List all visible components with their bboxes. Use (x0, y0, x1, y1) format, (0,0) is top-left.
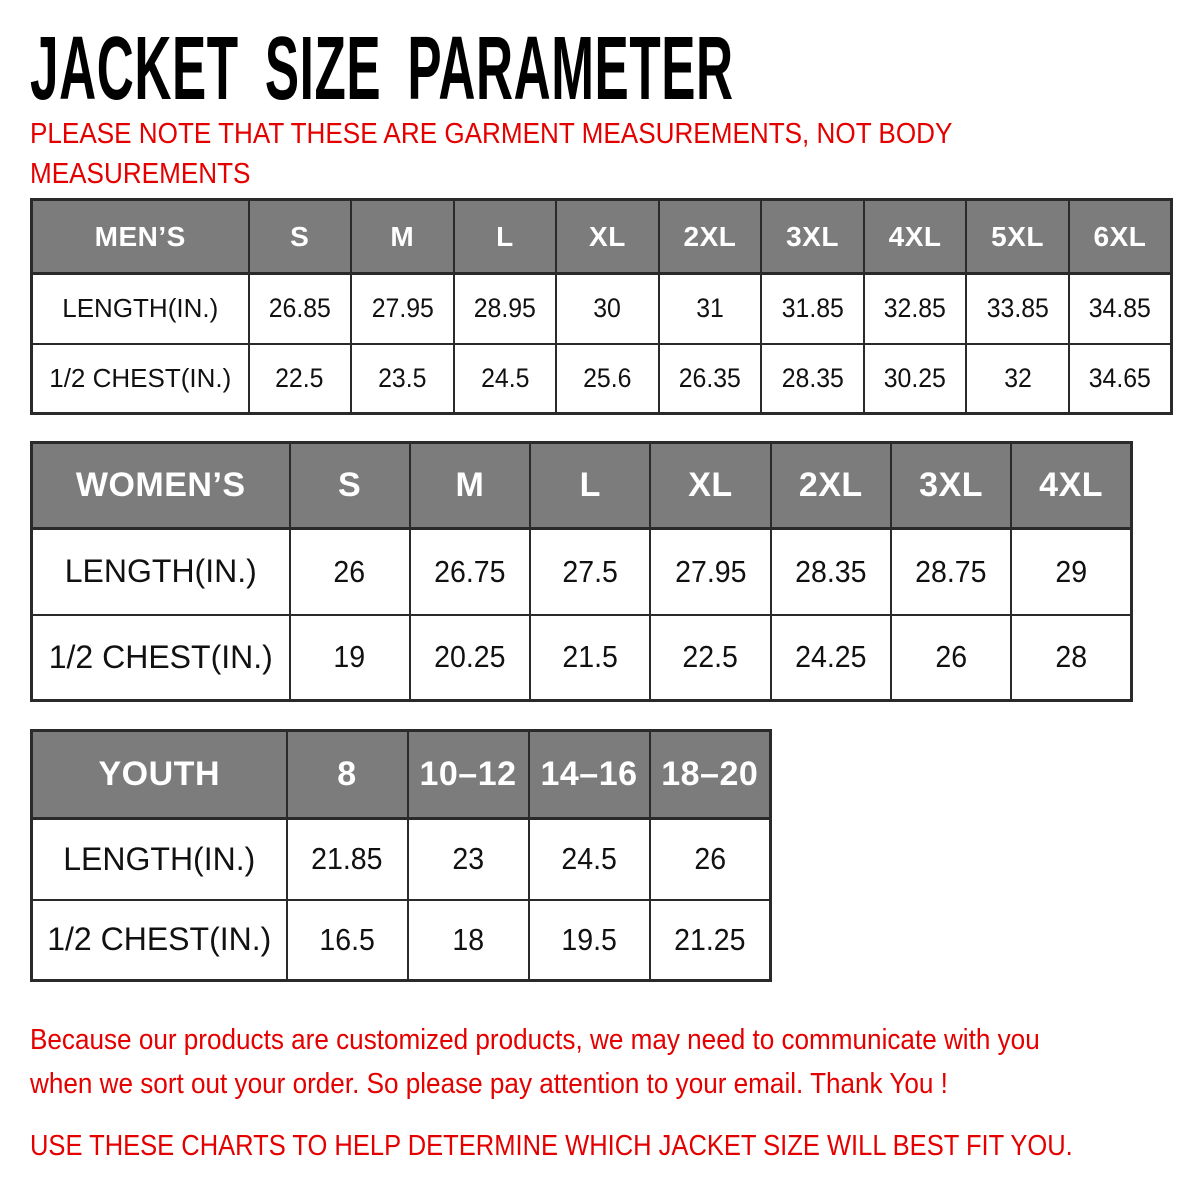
value: 26.85 (268, 293, 331, 324)
value-cell (1069, 274, 1172, 344)
size-header-cell: 5XL (966, 200, 1069, 274)
value: 20.25 (434, 639, 506, 675)
table-title-cell: YOUTH (32, 731, 287, 819)
youth-size-table (30, 729, 772, 982)
value: 30.25 (883, 362, 947, 393)
value-cell (891, 529, 1011, 615)
length-row (32, 529, 1132, 615)
value-cell (864, 344, 967, 414)
value-cell (287, 900, 408, 981)
value-cell (891, 615, 1011, 701)
note-line-2: MEASUREMENTS (30, 158, 251, 190)
notice-line-2: when we sort out your order. So please pay attention to your email. Thank You ! (30, 1068, 948, 1100)
value-cell (659, 344, 762, 414)
row-label: LENGTH(IN.) (32, 819, 287, 900)
value: 33.85 (986, 293, 1049, 324)
size-header-cell: L (454, 200, 557, 274)
value-cell (864, 274, 967, 344)
value: 26.75 (434, 553, 506, 589)
value: 27.95 (371, 293, 434, 324)
value-cell (290, 615, 410, 701)
length-row (32, 819, 771, 900)
value: 24.25 (795, 639, 867, 675)
value: 21.85 (311, 841, 383, 877)
value-cell (556, 344, 659, 414)
value: 21.25 (674, 921, 746, 957)
value: 28 (1055, 639, 1087, 675)
length-row (32, 274, 1172, 344)
chest-row (32, 344, 1172, 414)
size-header-cell: L (530, 443, 650, 529)
value-cell (290, 529, 410, 615)
header-row (32, 731, 771, 819)
table-title-cell: MEN’S (32, 200, 249, 274)
row-label: LENGTH(IN.) (32, 274, 249, 344)
size-header-cell: 2XL (771, 443, 891, 529)
chest-row (32, 615, 1132, 701)
garment-measurement-note (30, 114, 1200, 194)
size-header-cell: 18–20 (650, 731, 771, 819)
value: 32.85 (883, 293, 947, 324)
womens-size-table (30, 441, 1133, 702)
value: 31 (696, 293, 724, 324)
row-label: 1/2 CHEST(IN.) (32, 344, 249, 414)
value: 28.95 (473, 293, 536, 324)
value-cell (408, 900, 529, 981)
value: 26 (693, 841, 726, 877)
size-header-cell: 3XL (891, 443, 1011, 529)
value-cell (659, 274, 762, 344)
value-cell (1069, 344, 1172, 414)
value-cell (529, 819, 650, 900)
size-header-cell: 10–12 (408, 731, 529, 819)
value: 30 (593, 293, 622, 324)
size-header-cell: 4XL (864, 200, 967, 274)
value-cell (966, 274, 1069, 344)
value: 27.95 (674, 553, 747, 589)
value-cell (454, 344, 557, 414)
value: 19 (333, 639, 366, 675)
value: 31.85 (781, 293, 844, 324)
value-cell (556, 274, 659, 344)
value-cell (1011, 529, 1131, 615)
value-cell (408, 819, 529, 900)
value: 18 (452, 921, 484, 957)
row-label: LENGTH(IN.) (32, 529, 290, 615)
size-header-cell: 3XL (761, 200, 864, 274)
value-cell (761, 274, 864, 344)
value: 26 (935, 639, 967, 675)
size-header-cell: XL (556, 200, 659, 274)
size-header-cell: S (290, 443, 410, 529)
value: 28.35 (795, 553, 867, 589)
value: 34.85 (1088, 293, 1152, 324)
size-header-cell: 6XL (1069, 200, 1172, 274)
value: 26.35 (678, 362, 742, 393)
value: 24.5 (561, 841, 617, 877)
value-cell (650, 615, 770, 701)
value: 25.6 (583, 362, 632, 393)
size-header-cell: M (351, 200, 454, 274)
value: 24.5 (480, 362, 530, 393)
note-line-1: PLEASE NOTE THAT THESE ARE GARMENT MEASUREMENTS, NOT BODY (30, 118, 953, 150)
value: 22.5 (682, 639, 739, 675)
value-cell (650, 819, 771, 900)
value: 21.5 (562, 639, 618, 675)
value: 23 (452, 841, 484, 877)
value-cell (761, 344, 864, 414)
value-cell (351, 344, 454, 414)
row-label: 1/2 CHEST(IN.) (32, 615, 290, 701)
value-cell (454, 274, 557, 344)
value: 34.65 (1088, 362, 1152, 393)
value-cell (351, 274, 454, 344)
size-header-cell: 2XL (659, 200, 762, 274)
mens-size-table (30, 198, 1173, 415)
value: 22.5 (275, 362, 324, 393)
value: 26 (333, 553, 366, 589)
value-cell (771, 615, 891, 701)
page-title: JACKET SIZE PARAMETER (30, 19, 734, 119)
value-cell (249, 344, 352, 414)
notice-line-1: Because our products are customized products, we may need to communicate with you (30, 1024, 1040, 1056)
size-header-cell: XL (650, 443, 770, 529)
value-cell (287, 819, 408, 900)
value-cell (249, 274, 352, 344)
value: 27.5 (562, 553, 618, 589)
charts-usage-note: USE THESE CHARTS TO HELP DETERMINE WHICH JACKET SIZE WILL BEST FIT YOU. (30, 1130, 1073, 1162)
value: 28.75 (915, 553, 987, 589)
value-cell (650, 900, 771, 981)
value-cell (771, 529, 891, 615)
value: 16.5 (319, 921, 375, 957)
value-cell (529, 900, 650, 981)
size-header-cell: M (410, 443, 530, 529)
value-cell (530, 615, 650, 701)
value: 29 (1055, 553, 1087, 589)
value: 23.5 (378, 362, 427, 393)
header-row (32, 200, 1172, 274)
value-cell (530, 529, 650, 615)
customization-notice (30, 1018, 1200, 1106)
size-header-cell: 4XL (1011, 443, 1131, 529)
size-header-cell: 14–16 (529, 731, 650, 819)
value: 32 (1003, 362, 1032, 393)
value-cell (1011, 615, 1131, 701)
value: 19.5 (561, 921, 617, 957)
table-title-cell: WOMEN’S (32, 443, 290, 529)
value-cell (410, 615, 530, 701)
size-header-cell: S (249, 200, 352, 274)
row-label: 1/2 CHEST(IN.) (32, 900, 287, 981)
size-header-cell: 8 (287, 731, 408, 819)
value-cell (410, 529, 530, 615)
value-cell (966, 344, 1069, 414)
value-cell (650, 529, 770, 615)
value: 28.35 (781, 362, 844, 393)
header-row (32, 443, 1132, 529)
chest-row (32, 900, 771, 981)
